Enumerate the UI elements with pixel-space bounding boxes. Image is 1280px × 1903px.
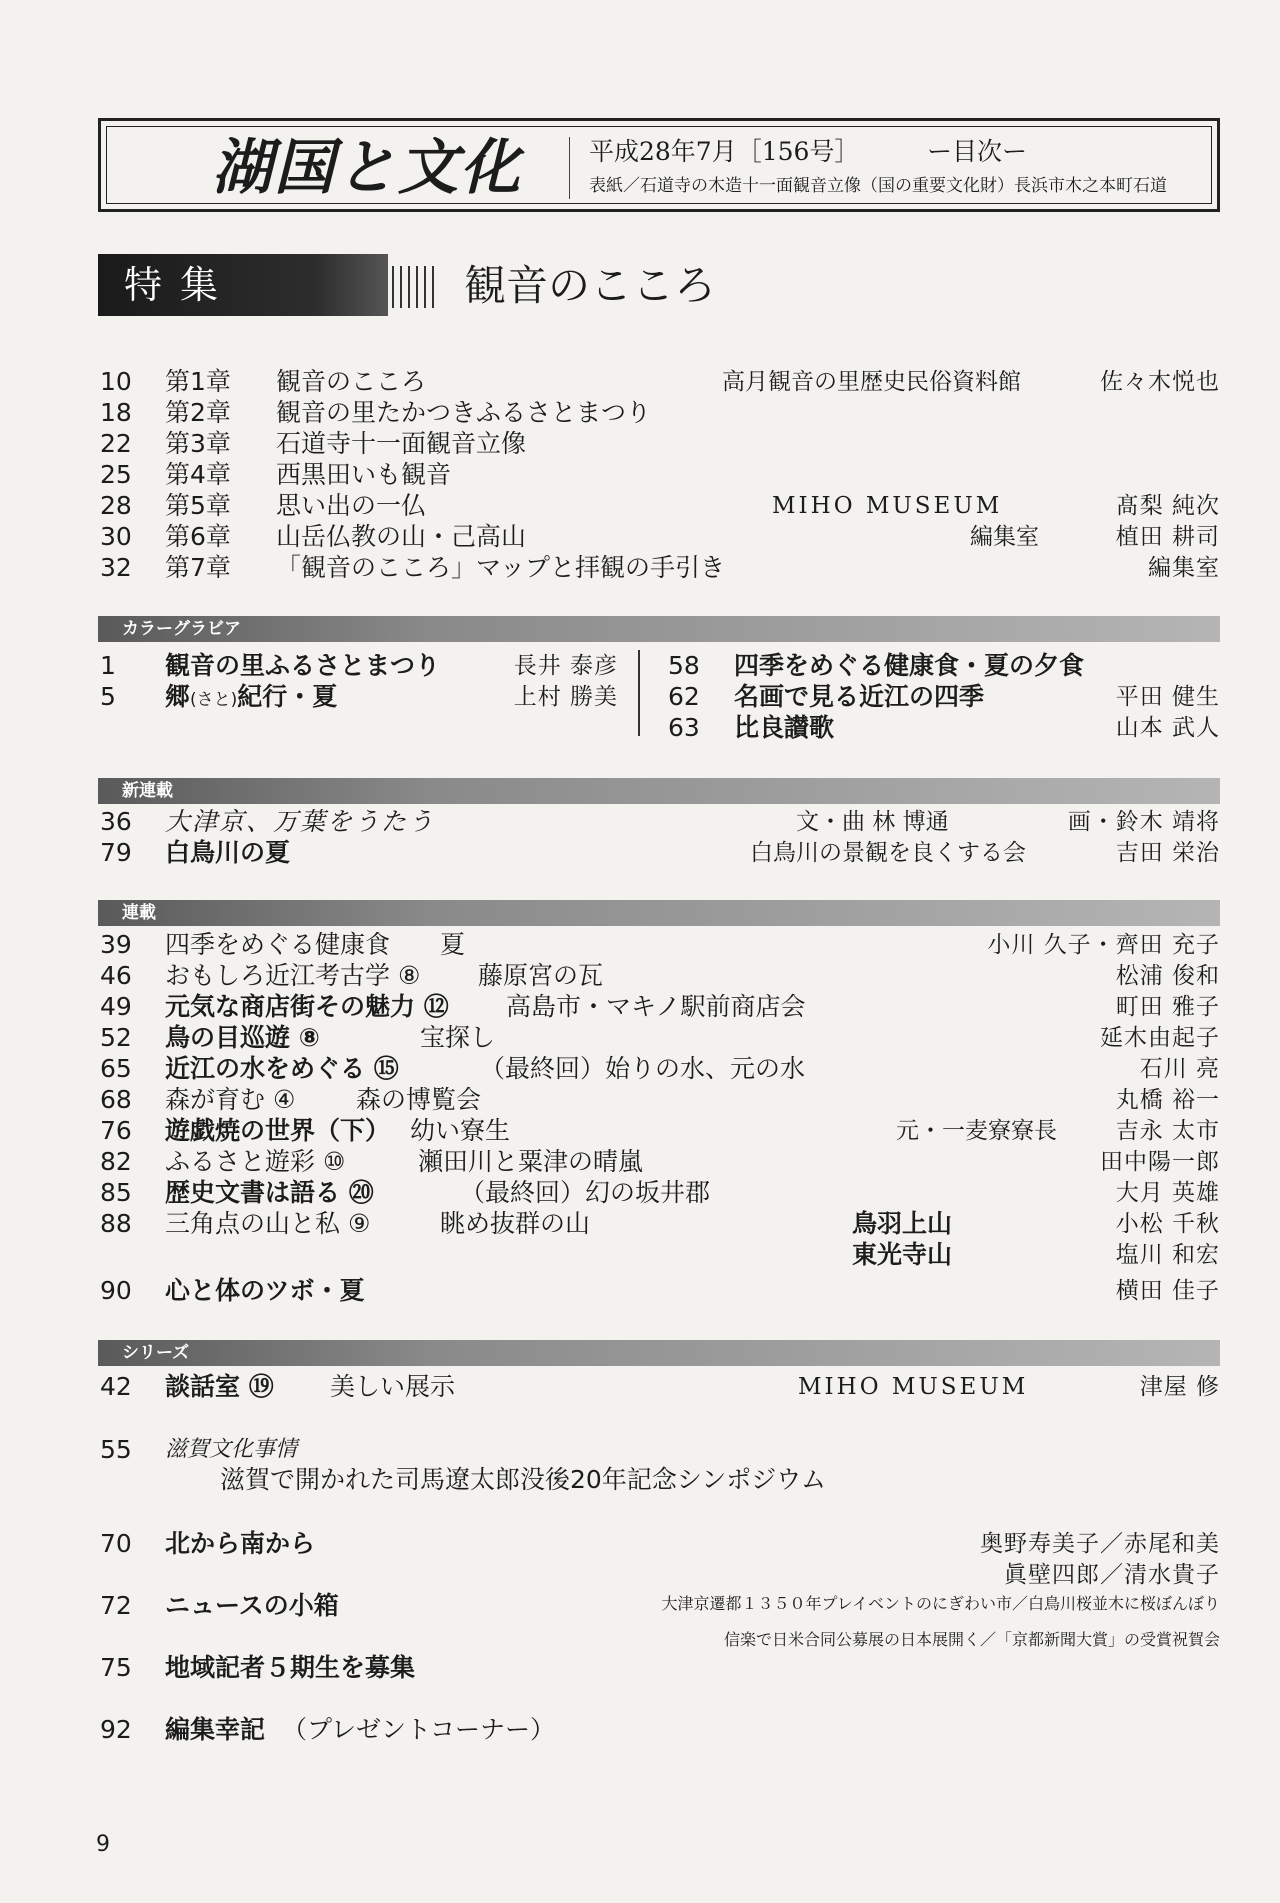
item-author: 植田 耕司 — [1115, 524, 1220, 550]
gravure-item[interactable] — [666, 650, 1220, 682]
item-title: おもしろ近江考古学 ⑧ — [165, 961, 421, 990]
item-affiliation: 文・曲 林 博通 — [796, 809, 949, 835]
chapter: 第7章 — [165, 553, 231, 582]
item-author: 上村 勝美 — [513, 684, 618, 710]
masthead — [98, 118, 1220, 212]
page-number: 68 — [100, 1085, 132, 1114]
shirizu-item[interactable] — [98, 1528, 1220, 1560]
item-subtitle: 藤原宮の瓦 — [478, 961, 604, 990]
item-title: 遊戯焼の世界（下） — [165, 1116, 391, 1145]
item-subtitle: 瀬田川と粟津の晴嵐 — [418, 1147, 644, 1176]
series-item[interactable] — [98, 1115, 1220, 1147]
item-title: ニュースの小箱 — [165, 1591, 339, 1620]
page-number: 72 — [100, 1591, 132, 1620]
item-title: 大津京、万葉をうたう — [165, 807, 436, 836]
item-title — [165, 681, 337, 716]
series-item[interactable] — [98, 1084, 1220, 1116]
item-author: 横田 佳子 — [1115, 1278, 1220, 1304]
item-subtitle: 高島市・マキノ駅前商店会 — [506, 992, 806, 1021]
item-title: 滋賀文化事情 — [165, 1437, 298, 1462]
new-series-item[interactable] — [98, 806, 1220, 838]
item-author: 丸橋 裕一 — [1115, 1087, 1220, 1113]
feature-divider-bars — [392, 266, 440, 308]
item-title: 三角点の山と私 ⑨ — [165, 1209, 371, 1238]
item-author: 小松 千秋 — [1115, 1211, 1220, 1237]
item-author: 津屋 修 — [1139, 1374, 1220, 1400]
item-author: 平田 健生 — [1115, 684, 1220, 710]
item-title: 地域記者５期生を募集 — [165, 1653, 416, 1682]
new-series-item[interactable] — [98, 837, 1220, 869]
item-author: 山本 武人 — [1115, 715, 1220, 741]
series-item[interactable] — [98, 1053, 1220, 1085]
shirizu-item[interactable] — [98, 1371, 1220, 1403]
item-affiliation: 東光寺山 — [852, 1240, 953, 1269]
page-number: 90 — [100, 1276, 132, 1305]
item-note-1: 大津京遷都１３５０年プレイベントのにぎわい市／白鳥川桜並木に桜ぼんぼり — [661, 1594, 1220, 1613]
gravure-item[interactable] — [666, 712, 1220, 744]
page-number: 92 — [100, 1715, 132, 1744]
item-subtitle: 幼い寮生 — [410, 1116, 511, 1145]
page-number: 85 — [100, 1178, 132, 1207]
item-author: 吉田 栄治 — [1115, 840, 1220, 866]
feature-title: 観音のこころ — [464, 261, 717, 310]
item-note-2: 信楽で日米合同公募展の日本展開く／「京都新聞大賞」の受賞祝賀会 — [723, 1630, 1220, 1649]
issue-date: 平成28年7月［156号］ — [589, 137, 860, 166]
page-number: 55 — [100, 1435, 132, 1464]
item-title: 森が育む ④ — [165, 1085, 296, 1114]
item-title: 談話室 ⑲ — [165, 1372, 274, 1401]
item-title: 編集幸記 — [165, 1715, 266, 1744]
item-subtitle: 森の博覧会 — [356, 1085, 482, 1114]
series-item[interactable] — [98, 1022, 1220, 1054]
item-affiliation: 編集室 — [970, 524, 1039, 550]
page-number: 5 — [100, 682, 116, 711]
page-number: 76 — [100, 1116, 132, 1145]
page-number: 63 — [668, 713, 700, 742]
item-title: 白鳥川の夏 — [165, 838, 291, 867]
feature-item[interactable] — [98, 490, 1220, 522]
item-title: 石道寺十一面観音立像 — [276, 429, 527, 458]
column-divider — [638, 650, 640, 736]
page-number: 30 — [100, 522, 132, 551]
page-number: 1 — [100, 651, 116, 680]
item-title: ふるさと遊彩 ⑩ — [165, 1147, 346, 1176]
series-item[interactable] — [98, 1208, 1220, 1240]
item-author: 延木由起子 — [1100, 1025, 1220, 1051]
item-title: 四季をめぐる健康食 — [165, 930, 391, 959]
page-number: 42 — [100, 1372, 132, 1401]
item-author: 編集室 — [1148, 555, 1220, 581]
item-author: 松浦 俊和 — [1115, 963, 1220, 989]
page-number: 58 — [668, 651, 700, 680]
item-subtitle: （最終回）始りの水、元の水 — [480, 1054, 806, 1083]
item-author: 長井 泰彦 — [513, 653, 618, 679]
item-affiliation: 元・一麦寮寮長 — [896, 1118, 1057, 1144]
item-title: 思い出の一仏 — [276, 491, 427, 520]
series-item[interactable] — [98, 1275, 1220, 1307]
feature-label: 特集 — [98, 254, 388, 316]
shirizu-item[interactable] — [98, 1714, 1220, 1746]
gravure-item[interactable] — [666, 681, 1220, 713]
item-author: 大月 英雄 — [1115, 1180, 1220, 1206]
item-title: 北から南から — [165, 1529, 316, 1558]
item-subtitle: （最終回）幻の坂井郡 — [460, 1178, 711, 1207]
page-number: 28 — [100, 491, 132, 520]
item-subtitle: 美しい展示 — [330, 1372, 456, 1401]
item-title-main: 郷 — [165, 682, 191, 711]
item-title: 歴史文書は語る ⑳ — [165, 1178, 374, 1207]
cover-caption: 表紙／石道寺の木造十一面観音立像（国の重要文化財）長浜市木之本町石道 — [589, 176, 1167, 196]
item-author-line1: 奥野寿美子／赤尾和美 — [980, 1531, 1220, 1557]
item-subtitle: 夏 — [440, 930, 466, 959]
page-number: 62 — [668, 682, 700, 711]
item-title: 「観音のこころ」マップと拝観の手引き — [276, 553, 726, 582]
item-title: 名画で見る近江の四季 — [734, 682, 985, 711]
item-affiliation: MIHO MUSEUM — [798, 1374, 1029, 1400]
item-author: 町田 雅子 — [1115, 994, 1220, 1020]
page-number: 82 — [100, 1147, 132, 1176]
shirizu-item[interactable] — [98, 1590, 1220, 1622]
gravure-item[interactable] — [98, 681, 618, 713]
page-number: 39 — [100, 930, 132, 959]
chapter: 第6章 — [165, 522, 231, 551]
feature-item[interactable] — [98, 366, 1220, 398]
toc-title: ー目次ー — [927, 137, 1028, 166]
shirizu-item-authors — [98, 1559, 1220, 1591]
item-author-line2: 眞壁四郎／清水貴子 — [1004, 1562, 1220, 1588]
feature-item[interactable] — [98, 521, 1220, 553]
chapter: 第2章 — [165, 398, 231, 427]
item-title: 観音の里たかつきふるさとまつり — [276, 398, 652, 427]
item-title: 観音の里ふるさとまつり — [165, 651, 441, 680]
item-author: 石川 亮 — [1139, 1056, 1220, 1082]
page-number: 32 — [100, 553, 132, 582]
item-title: 西黒田いも観音 — [276, 460, 452, 489]
chapter: 第3章 — [165, 429, 231, 458]
item-title: 心と体のツボ・夏 — [165, 1276, 365, 1305]
item-title-ruby: (さと) — [190, 690, 238, 710]
series-item[interactable] — [98, 929, 1220, 961]
item-author: 塩川 和宏 — [1115, 1242, 1220, 1268]
item-title: 元気な商店街その魅力 ⑫ — [165, 992, 449, 1021]
item-subtitle: 宝探し — [420, 1023, 496, 1052]
masthead-inner-frame — [106, 126, 1212, 204]
page-footer-number: 9 — [96, 1832, 110, 1857]
page-number: 22 — [100, 429, 132, 458]
item-subtitle: （プレゼントコーナー） — [282, 1715, 556, 1744]
gravure-item[interactable] — [98, 650, 618, 682]
masthead-divider — [569, 137, 570, 199]
feature-item[interactable] — [98, 552, 1220, 584]
chapter: 第5章 — [165, 491, 231, 520]
section-bar-shirizu: シリーズ — [98, 1340, 1220, 1366]
series-item[interactable] — [98, 1239, 1220, 1271]
item-title: 山岳仏教の山・己高山 — [276, 522, 527, 551]
shirizu-item-sub — [98, 1464, 1220, 1496]
chapter: 第4章 — [165, 460, 231, 489]
item-title-rest: 紀行・夏 — [237, 682, 338, 711]
page-number: 88 — [100, 1209, 132, 1238]
item-author: 田中陽一郎 — [1100, 1149, 1220, 1175]
feature-item[interactable] — [98, 428, 1220, 460]
item-affiliation: 白鳥川の景観を良くする会 — [750, 840, 1026, 866]
item-title: 近江の水をめぐる ⑮ — [165, 1054, 399, 1083]
item-title: 鳥の目巡遊 ⑧ — [165, 1023, 320, 1052]
page-number: 46 — [100, 961, 132, 990]
page-number: 75 — [100, 1653, 132, 1682]
series-item[interactable] — [98, 991, 1220, 1023]
feature-item[interactable] — [98, 397, 1220, 429]
series-item[interactable] — [98, 1177, 1220, 1209]
item-subtitle: 眺め抜群の山 — [440, 1209, 591, 1238]
chapter: 第1章 — [165, 367, 231, 396]
page-number: 25 — [100, 460, 132, 489]
section-bar-series: 連載 — [98, 900, 1220, 926]
item-author: 佐々木悦也 — [1100, 369, 1220, 395]
page-number: 79 — [100, 838, 132, 867]
page-number: 52 — [100, 1023, 132, 1052]
item-title: 四季をめぐる健康食・夏の夕食 — [734, 651, 1085, 680]
item-affiliation: 鳥羽上山 — [852, 1209, 953, 1238]
item-title: 比良讃歌 — [734, 713, 835, 742]
page-number: 10 — [100, 367, 132, 396]
page-number: 49 — [100, 992, 132, 1021]
series-item[interactable] — [98, 1146, 1220, 1178]
page-number: 70 — [100, 1529, 132, 1558]
series-item[interactable] — [98, 960, 1220, 992]
item-author: 吉永 太市 — [1115, 1118, 1220, 1144]
shirizu-item[interactable] — [98, 1652, 1220, 1684]
page-number: 18 — [100, 398, 132, 427]
page-number: 36 — [100, 807, 132, 836]
item-affiliation: 高月観音の里歴史民俗資料館 — [722, 369, 1021, 395]
item-author: 小川 久子・齊田 充子 — [987, 932, 1220, 958]
feature-item[interactable] — [98, 459, 1220, 491]
shirizu-item[interactable] — [98, 1434, 1220, 1466]
item-title: 観音のこころ — [276, 367, 427, 396]
page-number: 65 — [100, 1054, 132, 1083]
item-author: 画・鈴木 靖将 — [1067, 809, 1220, 835]
item-affiliation: MIHO MUSEUM — [772, 493, 1003, 519]
magazine-logo: 湖国と文化 — [212, 133, 522, 203]
section-bar-new-series: 新連載 — [98, 778, 1220, 804]
item-subtitle: 滋賀で開かれた司馬遼太郎没後20年記念シンポジウム — [220, 1465, 826, 1494]
section-bar-color-gravure: カラーグラビア — [98, 616, 1220, 642]
item-author: 髙梨 純次 — [1115, 493, 1220, 519]
